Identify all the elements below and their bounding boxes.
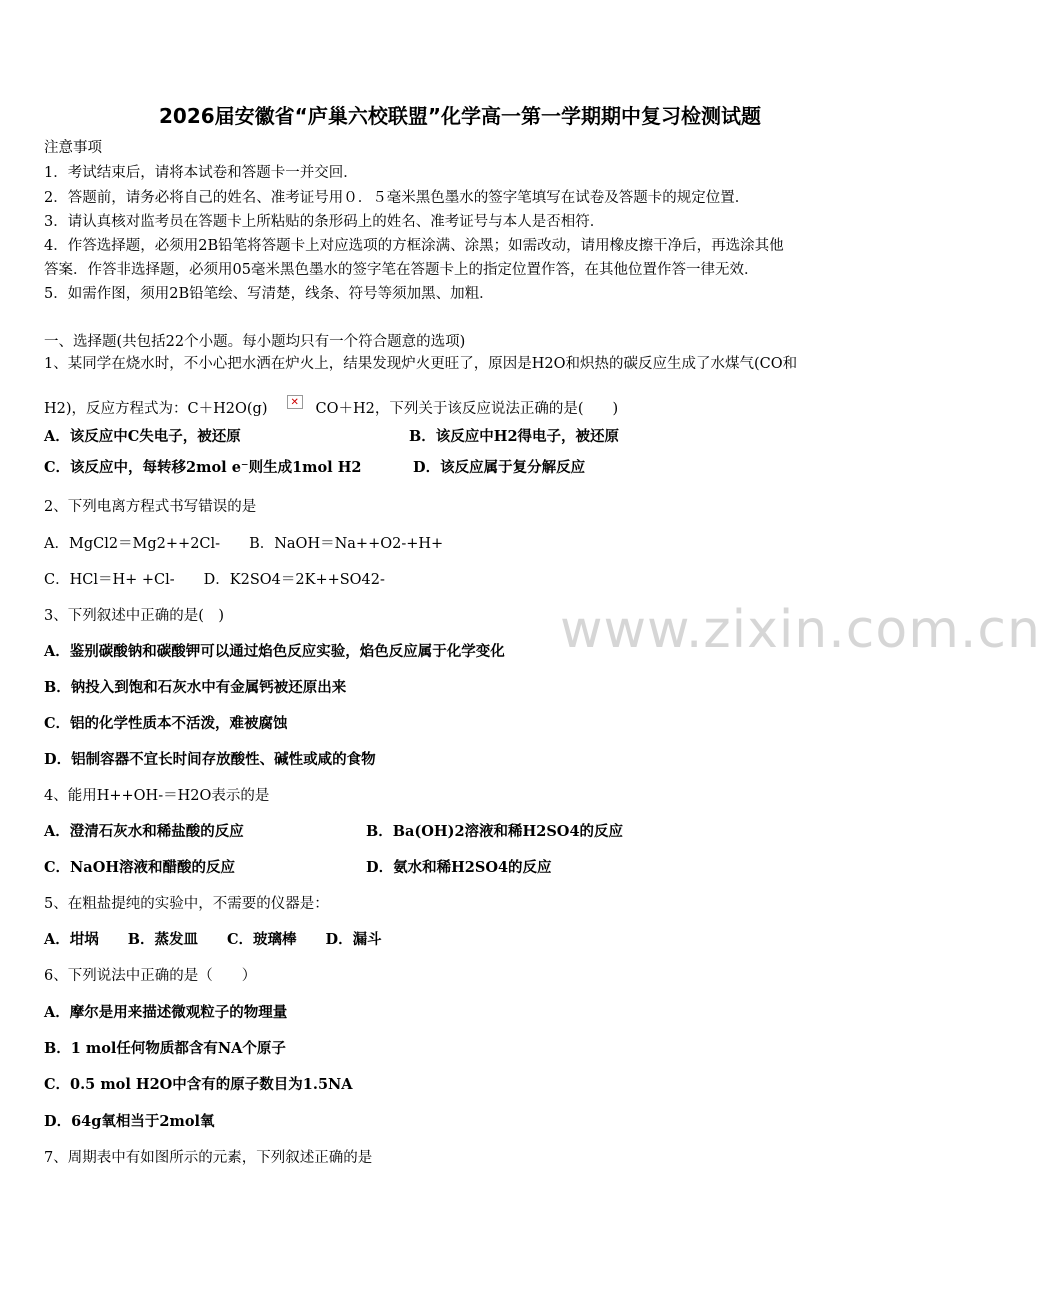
question-2-stem: 2、下列电离方程式书写错误的是 — [44, 499, 257, 515]
watermark: www.zixin.com.cn — [560, 600, 1041, 660]
question-1-equation — [44, 395, 618, 419]
notice-item: 1．考试结束后，请将本试卷和答题卡一并交回． — [44, 165, 358, 181]
notice-item: 5．如需作图，须用2B铅笔绘、写清楚，线条、符号等须加黑、加粗． — [44, 286, 494, 302]
question-4-option-a: A．澄清石灰水和稀盐酸的反应 — [44, 823, 244, 840]
question-1-option-c: C．该反应中，每转移2mol e⁻则生成1mol H2 — [44, 459, 362, 476]
question-3-option-a: A．鉴别碳酸钠和碳酸钾可以通过焰色反应实验，焰色反应属于化学变化 — [44, 643, 505, 660]
notice-heading: 注意事项 — [44, 140, 102, 156]
question-7-stem: 7、周期表中有如图所示的元素，下列叙述正确的是 — [44, 1150, 373, 1166]
notice-item: 4．作答选择题，必须用2B铅笔将答题卡上对应选项的方框涂满、涂黑；如需改动，请用橡皮擦干净后，再选涂其他 — [44, 238, 784, 254]
question-4-stem: 4、能用H++OH-＝H2O表示的是 — [44, 788, 270, 804]
question-6-option-a: A．摩尔是用来描述微观粒子的物理量 — [44, 1004, 288, 1021]
question-6-stem: 6、下列说法中正确的是（ ） — [44, 968, 257, 984]
section-heading: 一、选择题(共包括22个小题。每小题均只有一个符合题意的选项) — [44, 334, 466, 350]
notice-item: 3．请认真核对监考员在答题卡上所粘贴的条形码上的姓名、准考证号与本人是否相符． — [44, 214, 605, 230]
page-title: 2026届安徽省“庐巢六校联盟”化学高一第一学期期中复习检测试题 — [159, 104, 761, 128]
question-3-option-d: D．铝制容器不宜长时间存放酸性、碱性或咸的食物 — [44, 751, 376, 768]
question-1-stem: 1、某同学在烧水时，不小心把水洒在炉火上，结果发现炉火更旺了，原因是H2O和炽热的碳反应生成了水煤气(CO和 — [44, 356, 798, 372]
question-1-option-a: A．该反应中C失电子，被还原 — [44, 428, 241, 445]
question-2-options-ab: A．MgCl2＝Mg2++2Cl- B．NaOH＝Na++O2-+H+ — [44, 536, 444, 552]
broken-image-icon: ✕ — [287, 395, 303, 409]
question-2-options-cd: C．HCl＝H+ +Cl- D．K2SO4＝2K++SO42- — [44, 572, 385, 588]
equation-left: H2)，反应方程式为：C＋H2O(g) — [44, 401, 268, 417]
question-1-option-d: D．该反应属于复分解反应 — [413, 459, 586, 476]
question-4-option-b: B．Ba(OH)2溶液和稀H2SO4的反应 — [366, 823, 624, 840]
question-5-options: A．坩埚 B．蒸发皿 C．玻璃棒 D．漏斗 — [44, 931, 382, 948]
question-5-stem: 5、在粗盐提纯的实验中，不需要的仪器是： — [44, 896, 329, 912]
question-1-option-b: B．该反应中H2得电子，被还原 — [409, 428, 620, 445]
question-6-option-d: D．64g氧相当于2mol氧 — [44, 1113, 215, 1130]
notice-item: 2．答题前，请务必将自己的姓名、准考证号用０．５毫米黑色墨水的签字笔填写在试卷及答题卡的规定位置． — [44, 190, 750, 206]
question-3-option-b: B．钠投入到饱和石灰水中有金属钙被还原出来 — [44, 679, 347, 696]
question-6-option-c: C．0.5 mol H2O中含有的原子数目为1.5NA — [44, 1076, 353, 1093]
notice-item: 答案．作答非选择题，必须用05毫米黑色墨水的签字笔在答题卡上的指定位置作答，在其他位置作答一律无效． — [44, 262, 759, 278]
question-4-option-d: D．氨水和稀H2SO4的反应 — [366, 859, 552, 876]
question-3-stem: 3、下列叙述中正确的是( ) — [44, 608, 225, 624]
question-3-option-c: C．铝的化学性质本不活泼，难被腐蚀 — [44, 715, 288, 732]
equation-right: CO＋H2，下列关于该反应说法正确的是( ) — [315, 401, 619, 417]
question-4-option-c: C．NaOH溶液和醋酸的反应 — [44, 859, 236, 876]
question-6-option-b: B．1 mol任何物质都含有NA个原子 — [44, 1040, 286, 1057]
